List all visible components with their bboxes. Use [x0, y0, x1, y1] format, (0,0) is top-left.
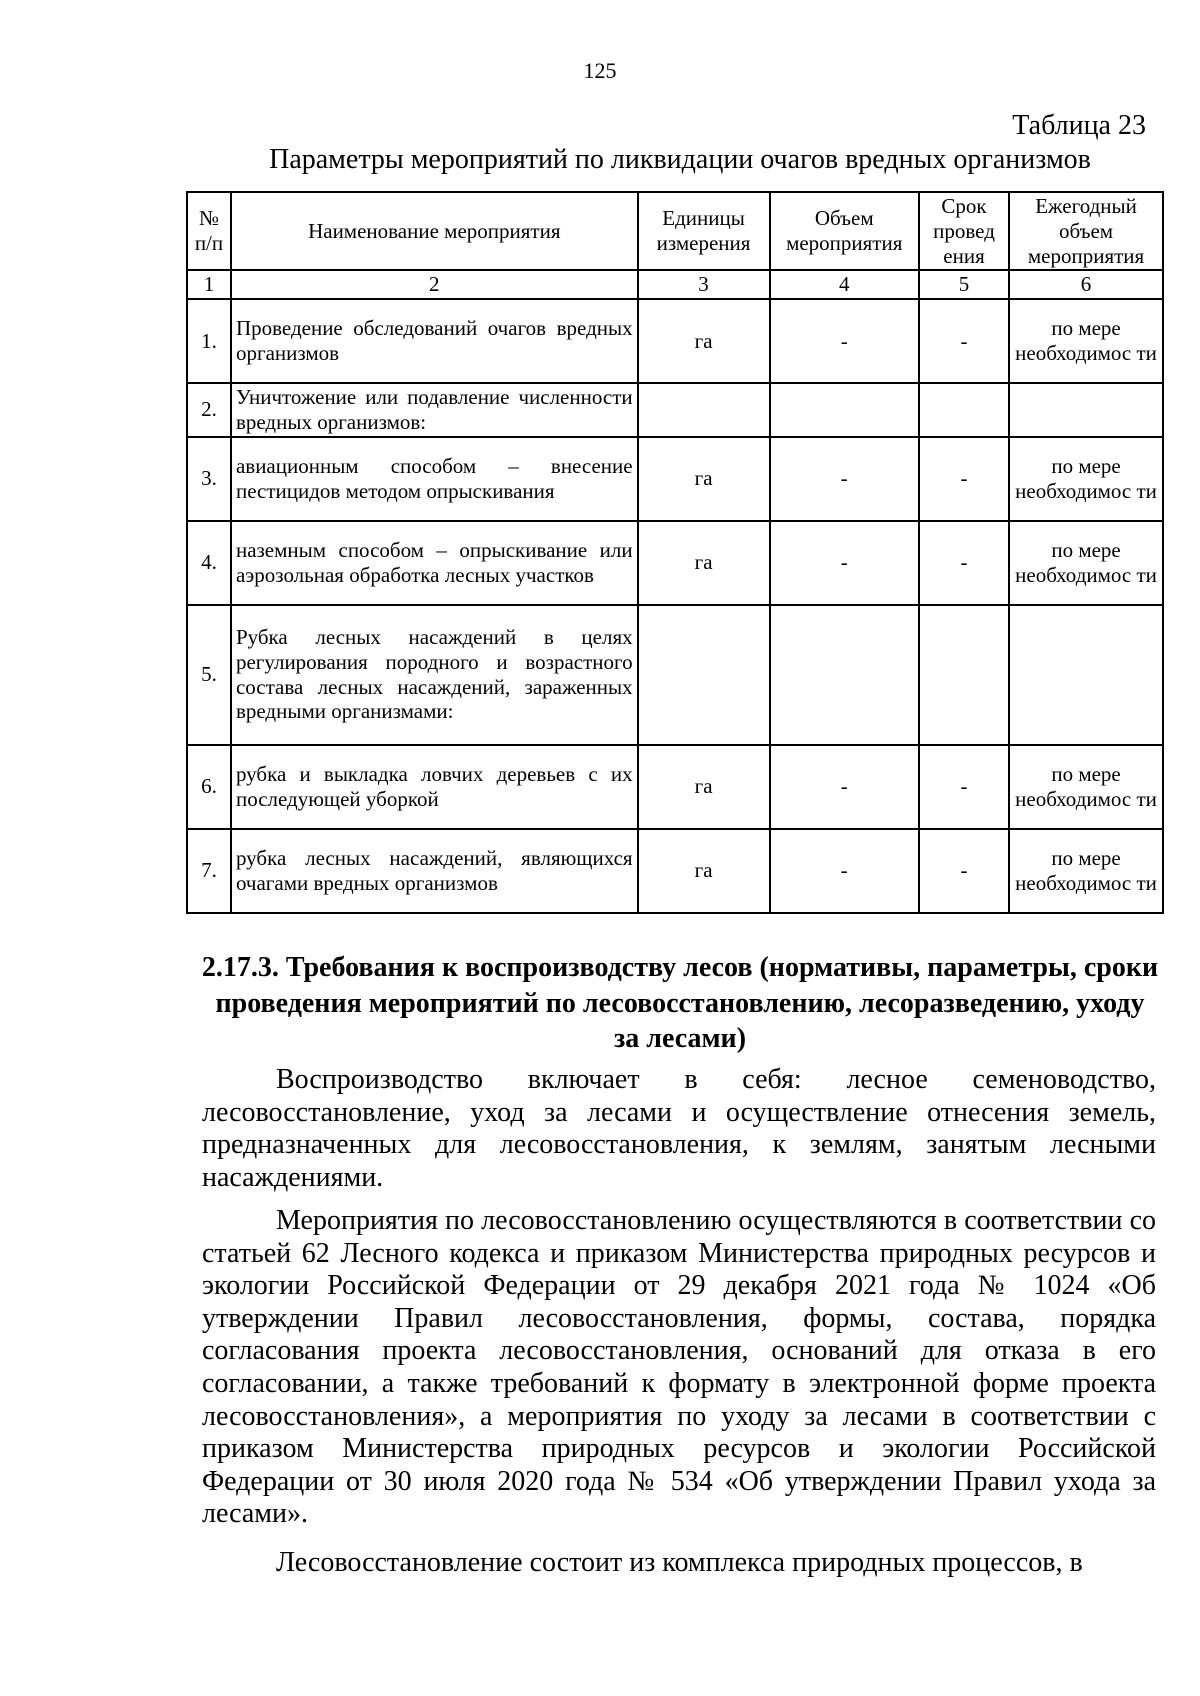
section-title: 2.17.3. Требования к воспроизводству лесов (нормативы, параметры, сроки проведения мероприятий по лесовосстановлению, лесоразведению, уходу за лесами): [201, 952, 1159, 1055]
page-number: 125: [583, 58, 617, 83]
row-name: рубка и выкладка ловчих деревьев с их последующей уборкой: [231, 745, 638, 829]
table-row: [187, 829, 1163, 913]
row-annual: [1009, 605, 1163, 745]
row-unit: га: [638, 829, 770, 913]
row-volume: [770, 605, 919, 745]
table-header-row: [187, 192, 1163, 270]
row-annual: по мере необходимос ти: [1009, 299, 1163, 383]
row-term: -: [919, 299, 1009, 383]
row-number: 5.: [187, 605, 231, 745]
row-term: -: [919, 437, 1009, 521]
index-cell: 3: [638, 270, 770, 299]
paragraph: [202, 1064, 1156, 1194]
table-label: Таблица 23: [1012, 110, 1146, 141]
row-number: 6.: [187, 745, 231, 829]
index-cell: 1: [187, 270, 231, 299]
index-cell: 6: [1009, 270, 1163, 299]
paragraph-text: Лесовосстановление состоит из комплекса природных процессов, в: [276, 1547, 1083, 1578]
row-number: 3.: [187, 437, 231, 521]
row-annual: по мере необходимос ти: [1009, 745, 1163, 829]
table-row: [187, 605, 1163, 745]
row-annual: по мере необходимос ти: [1009, 829, 1163, 913]
row-unit: [638, 383, 770, 437]
column-index-row: [187, 270, 1163, 299]
row-unit: [638, 605, 770, 745]
row-name: Рубка лесных насаждений в целях регулирования породного и возрастного состава лесных насаждений, зараженных вредными организмами:: [231, 605, 638, 745]
row-unit: га: [638, 437, 770, 521]
row-unit: га: [638, 521, 770, 605]
row-volume: -: [770, 829, 919, 913]
row-unit: га: [638, 299, 770, 383]
row-volume: [770, 383, 919, 437]
row-name: авиационным способом – внесение пестицидов методом опрыскивания: [231, 437, 638, 521]
row-term: -: [919, 829, 1009, 913]
row-volume: -: [770, 437, 919, 521]
row-name: рубка лесных насаждений, являющихся очагами вредных организмов: [231, 829, 638, 913]
table-row: [187, 745, 1163, 829]
paragraph: [202, 1547, 1156, 1580]
row-number: 7.: [187, 829, 231, 913]
paragraph: [202, 1205, 1156, 1531]
header-cell: Единицы измерения: [638, 192, 770, 270]
header-cell: Наименование мероприятия: [231, 192, 638, 270]
row-name: Проведение обследований очагов вредных организмов: [231, 299, 638, 383]
paragraph-text: Мероприятия по лесовосстановлению осуществляются в соответствии со статьей 62 Лесного кодекса и приказом Министерства природных ресурсов и экологии Российской Федерации от 29 декабря 2021 года № 1024 «Об утверждении Правил лесовосстановления, формы, состава, порядка согласования проекта лесовосстановления, оснований для отказа в его согласовании, а также требований к формату в электронной форме проекта лесовосстановления», а мероприятия по уходу за лесами в соответствии с приказом Министерства природных ресурсов и экологии Российской Федерации от 30 июля 2020 года № 534 «Об утверждении Правил ухода за лесами».: [202, 1205, 1156, 1530]
row-term: [919, 605, 1009, 745]
row-number: 2.: [187, 383, 231, 437]
header-cell: Ежегодный объем мероприятия: [1009, 192, 1163, 270]
row-annual: по мере необходимос ти: [1009, 437, 1163, 521]
index-cell: 2: [231, 270, 638, 299]
paragraph-text: Воспроизводство включает в себя: лесное семеноводство, лесовосстановление, уход за лесами и осуществление отнесения земель, предназначенных для лесовосстановления, к землям, занятым лесными насаждениями.: [202, 1064, 1156, 1193]
row-term: [919, 383, 1009, 437]
row-name: наземным способом – опрыскивание или аэрозольная обработка лесных участков: [231, 521, 638, 605]
header-cell: № п/п: [187, 192, 231, 270]
row-term: -: [919, 745, 1009, 829]
table-caption: Параметры мероприятий по ликвидации очагов вредных организмов: [269, 144, 1091, 175]
table-row: [187, 383, 1163, 437]
row-volume: -: [770, 745, 919, 829]
row-term: -: [919, 521, 1009, 605]
row-number: 4.: [187, 521, 231, 605]
row-unit: га: [638, 745, 770, 829]
row-volume: -: [770, 521, 919, 605]
row-annual: по мере необходимос ти: [1009, 521, 1163, 605]
row-volume: -: [770, 299, 919, 383]
measures-table: [186, 191, 1164, 914]
index-cell: 5: [919, 270, 1009, 299]
table-row: [187, 437, 1163, 521]
header-cell: Срок провед ения: [919, 192, 1009, 270]
row-number: 1.: [187, 299, 231, 383]
row-name: Уничтожение или подавление численности вредных организмов:: [231, 383, 638, 437]
header-cell: Объем мероприятия: [770, 192, 919, 270]
row-annual: [1009, 383, 1163, 437]
table-row: [187, 521, 1163, 605]
index-cell: 4: [770, 270, 919, 299]
table-row: [187, 299, 1163, 383]
